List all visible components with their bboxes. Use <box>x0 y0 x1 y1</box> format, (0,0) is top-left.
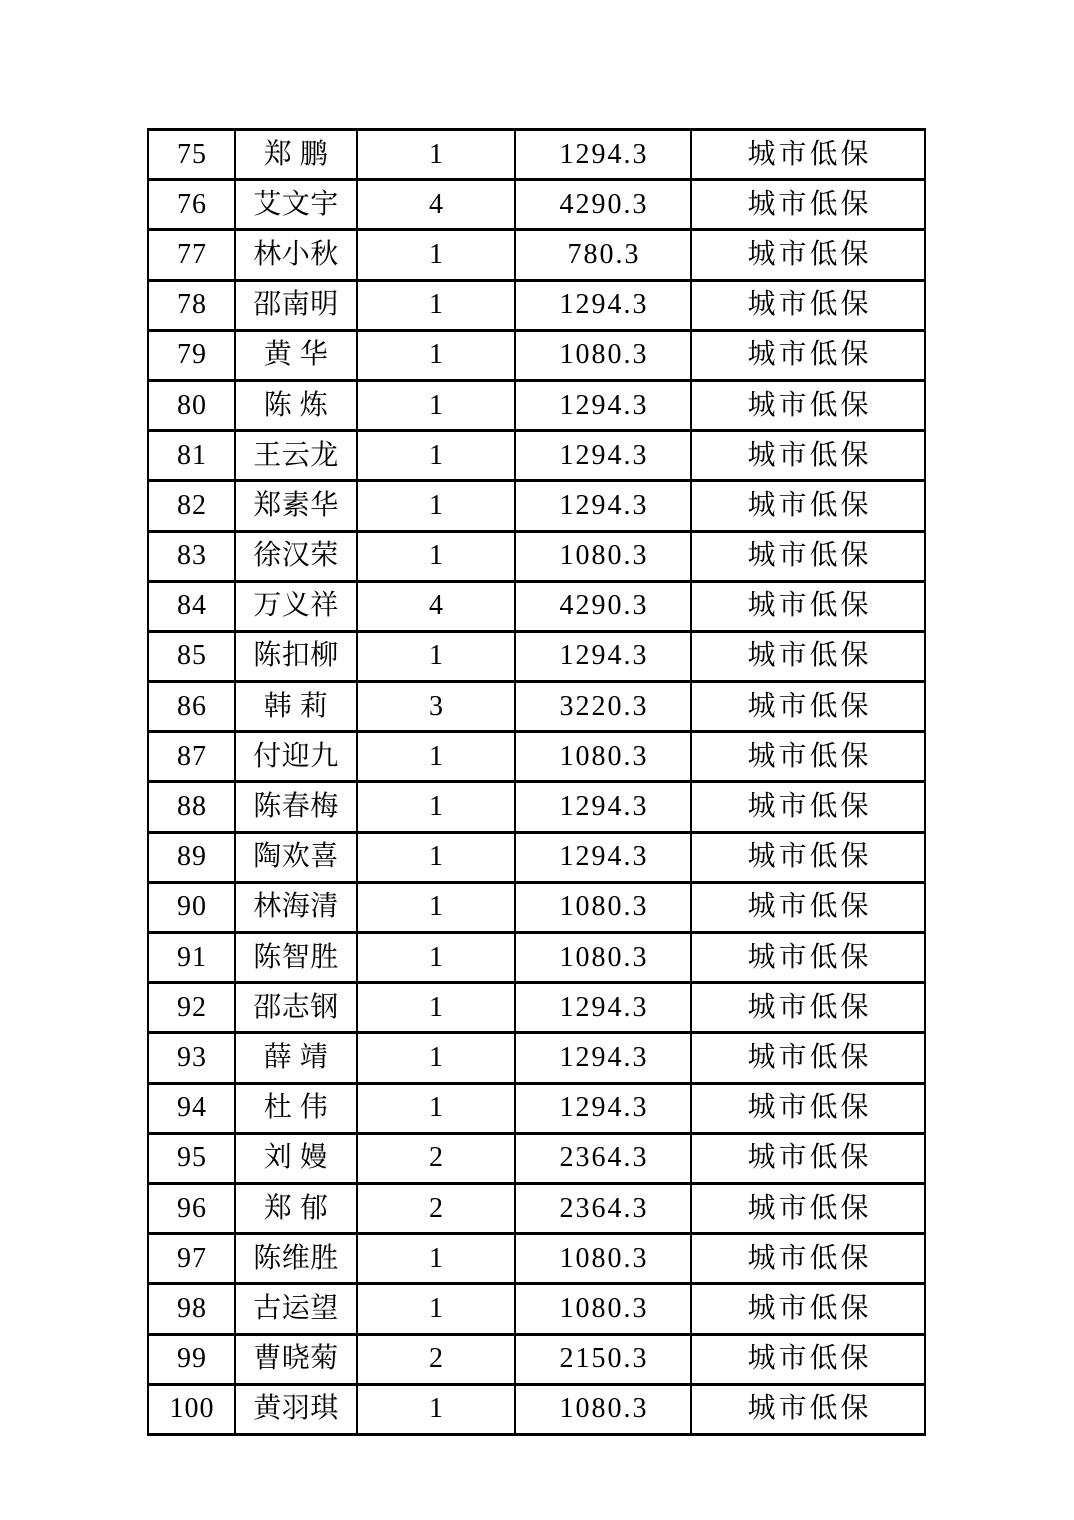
cell-amount: 1294.3 <box>515 431 691 481</box>
cell-category: 城市低保 <box>691 330 925 380</box>
cell-count: 1 <box>357 832 515 882</box>
cell-category: 城市低保 <box>691 280 925 330</box>
cell-name: 艾文宇 <box>235 180 357 230</box>
cell-name: 邵南明 <box>235 280 357 330</box>
cell-count: 1 <box>357 330 515 380</box>
cell-count: 1 <box>357 1234 515 1284</box>
cell-row-number: 89 <box>148 832 235 882</box>
cell-amount: 2364.3 <box>515 1183 691 1233</box>
cell-count: 3 <box>357 682 515 732</box>
cell-count: 1 <box>357 1033 515 1083</box>
cell-category: 城市低保 <box>691 431 925 481</box>
cell-amount: 1294.3 <box>515 481 691 531</box>
cell-count: 1 <box>357 230 515 280</box>
cell-name: 刘 嫚 <box>235 1133 357 1183</box>
cell-amount: 1294.3 <box>515 1033 691 1083</box>
cell-amount: 1294.3 <box>515 280 691 330</box>
cell-name: 古运望 <box>235 1284 357 1334</box>
cell-amount: 1080.3 <box>515 1234 691 1284</box>
cell-category: 城市低保 <box>691 1234 925 1284</box>
cell-category: 城市低保 <box>691 230 925 280</box>
cell-name: 陈扣柳 <box>235 631 357 681</box>
cell-amount: 1080.3 <box>515 1384 691 1434</box>
cell-row-number: 80 <box>148 380 235 430</box>
benefits-table-body <box>148 130 925 1435</box>
table-row <box>148 983 925 1033</box>
table-row <box>148 1083 925 1133</box>
cell-name: 陈春梅 <box>235 782 357 832</box>
table-row <box>148 882 925 932</box>
cell-name: 杜 伟 <box>235 1083 357 1133</box>
cell-amount: 1294.3 <box>515 631 691 681</box>
cell-name: 王云龙 <box>235 431 357 481</box>
cell-category: 城市低保 <box>691 832 925 882</box>
cell-row-number: 82 <box>148 481 235 531</box>
cell-category: 城市低保 <box>691 933 925 983</box>
cell-amount: 2364.3 <box>515 1133 691 1183</box>
cell-amount: 1294.3 <box>515 130 691 180</box>
cell-row-number: 93 <box>148 1033 235 1083</box>
cell-row-number: 98 <box>148 1284 235 1334</box>
cell-row-number: 81 <box>148 431 235 481</box>
cell-name: 林小秋 <box>235 230 357 280</box>
cell-count: 1 <box>357 882 515 932</box>
cell-count: 1 <box>357 1083 515 1133</box>
cell-count: 1 <box>357 732 515 782</box>
cell-category: 城市低保 <box>691 782 925 832</box>
cell-row-number: 86 <box>148 682 235 732</box>
cell-count: 2 <box>357 1334 515 1384</box>
cell-amount: 1080.3 <box>515 1284 691 1334</box>
cell-category: 城市低保 <box>691 1133 925 1183</box>
cell-row-number: 77 <box>148 230 235 280</box>
cell-name: 陈智胜 <box>235 933 357 983</box>
cell-category: 城市低保 <box>691 581 925 631</box>
cell-category: 城市低保 <box>691 380 925 430</box>
cell-name: 付迎九 <box>235 732 357 782</box>
cell-count: 1 <box>357 431 515 481</box>
cell-row-number: 88 <box>148 782 235 832</box>
cell-row-number: 76 <box>148 180 235 230</box>
table-row <box>148 1133 925 1183</box>
cell-amount: 4290.3 <box>515 180 691 230</box>
cell-count: 1 <box>357 983 515 1033</box>
cell-amount: 1294.3 <box>515 1083 691 1133</box>
cell-row-number: 94 <box>148 1083 235 1133</box>
cell-count: 4 <box>357 180 515 230</box>
table-row <box>148 130 925 180</box>
cell-row-number: 99 <box>148 1334 235 1384</box>
cell-category: 城市低保 <box>691 1033 925 1083</box>
cell-count: 1 <box>357 130 515 180</box>
table-row <box>148 531 925 581</box>
cell-amount: 3220.3 <box>515 682 691 732</box>
cell-category: 城市低保 <box>691 481 925 531</box>
cell-row-number: 91 <box>148 933 235 983</box>
table-row <box>148 431 925 481</box>
cell-count: 1 <box>357 933 515 983</box>
cell-category: 城市低保 <box>691 682 925 732</box>
table-row <box>148 682 925 732</box>
cell-amount: 2150.3 <box>515 1334 691 1384</box>
cell-row-number: 96 <box>148 1183 235 1233</box>
table-row <box>148 280 925 330</box>
cell-amount: 780.3 <box>515 230 691 280</box>
cell-amount: 1080.3 <box>515 882 691 932</box>
table-row <box>148 631 925 681</box>
cell-row-number: 97 <box>148 1234 235 1284</box>
cell-count: 2 <box>357 1183 515 1233</box>
cell-count: 4 <box>357 581 515 631</box>
cell-category: 城市低保 <box>691 130 925 180</box>
cell-name: 林海清 <box>235 882 357 932</box>
cell-row-number: 92 <box>148 983 235 1033</box>
cell-name: 陶欢喜 <box>235 832 357 882</box>
cell-count: 1 <box>357 782 515 832</box>
cell-category: 城市低保 <box>691 531 925 581</box>
table-row <box>148 1234 925 1284</box>
table-row <box>148 481 925 531</box>
cell-name: 郑 郁 <box>235 1183 357 1233</box>
cell-count: 1 <box>357 531 515 581</box>
cell-count: 1 <box>357 1384 515 1434</box>
cell-name: 邵志钢 <box>235 983 357 1033</box>
cell-amount: 4290.3 <box>515 581 691 631</box>
cell-name: 陈维胜 <box>235 1234 357 1284</box>
table-row <box>148 1284 925 1334</box>
cell-category: 城市低保 <box>691 732 925 782</box>
table-row <box>148 1033 925 1083</box>
table-row <box>148 782 925 832</box>
table-row <box>148 230 925 280</box>
table-row <box>148 581 925 631</box>
cell-amount: 1080.3 <box>515 531 691 581</box>
cell-row-number: 90 <box>148 882 235 932</box>
table-row <box>148 933 925 983</box>
cell-row-number: 75 <box>148 130 235 180</box>
cell-count: 1 <box>357 481 515 531</box>
cell-row-number: 95 <box>148 1133 235 1183</box>
table-row <box>148 180 925 230</box>
table-row <box>148 832 925 882</box>
table-row <box>148 1384 925 1434</box>
cell-count: 1 <box>357 280 515 330</box>
cell-name: 曹晓菊 <box>235 1334 357 1384</box>
cell-row-number: 83 <box>148 531 235 581</box>
cell-category: 城市低保 <box>691 1183 925 1233</box>
cell-name: 黄羽琪 <box>235 1384 357 1434</box>
table-row <box>148 732 925 782</box>
cell-category: 城市低保 <box>691 1083 925 1133</box>
cell-row-number: 79 <box>148 330 235 380</box>
cell-name: 郑 鹏 <box>235 130 357 180</box>
cell-category: 城市低保 <box>691 1334 925 1384</box>
cell-row-number: 87 <box>148 732 235 782</box>
cell-name: 韩 莉 <box>235 682 357 732</box>
cell-amount: 1080.3 <box>515 732 691 782</box>
cell-row-number: 84 <box>148 581 235 631</box>
cell-row-number: 78 <box>148 280 235 330</box>
cell-name: 徐汉荣 <box>235 531 357 581</box>
cell-name: 郑素华 <box>235 481 357 531</box>
cell-amount: 1294.3 <box>515 832 691 882</box>
table-row <box>148 380 925 430</box>
cell-name: 黄 华 <box>235 330 357 380</box>
cell-category: 城市低保 <box>691 882 925 932</box>
cell-row-number: 100 <box>148 1384 235 1434</box>
table-row <box>148 1334 925 1384</box>
cell-name: 薛 靖 <box>235 1033 357 1083</box>
table-row <box>148 1183 925 1233</box>
cell-category: 城市低保 <box>691 180 925 230</box>
cell-amount: 1294.3 <box>515 380 691 430</box>
cell-name: 万义祥 <box>235 581 357 631</box>
cell-name: 陈 炼 <box>235 380 357 430</box>
cell-category: 城市低保 <box>691 1384 925 1434</box>
benefits-table <box>147 128 926 1436</box>
cell-category: 城市低保 <box>691 1284 925 1334</box>
cell-amount: 1080.3 <box>515 933 691 983</box>
cell-category: 城市低保 <box>691 631 925 681</box>
cell-count: 1 <box>357 380 515 430</box>
cell-amount: 1080.3 <box>515 330 691 380</box>
cell-count: 1 <box>357 631 515 681</box>
cell-category: 城市低保 <box>691 983 925 1033</box>
cell-row-number: 85 <box>148 631 235 681</box>
cell-amount: 1294.3 <box>515 983 691 1033</box>
cell-count: 1 <box>357 1284 515 1334</box>
cell-amount: 1294.3 <box>515 782 691 832</box>
table-row <box>148 330 925 380</box>
cell-count: 2 <box>357 1133 515 1183</box>
